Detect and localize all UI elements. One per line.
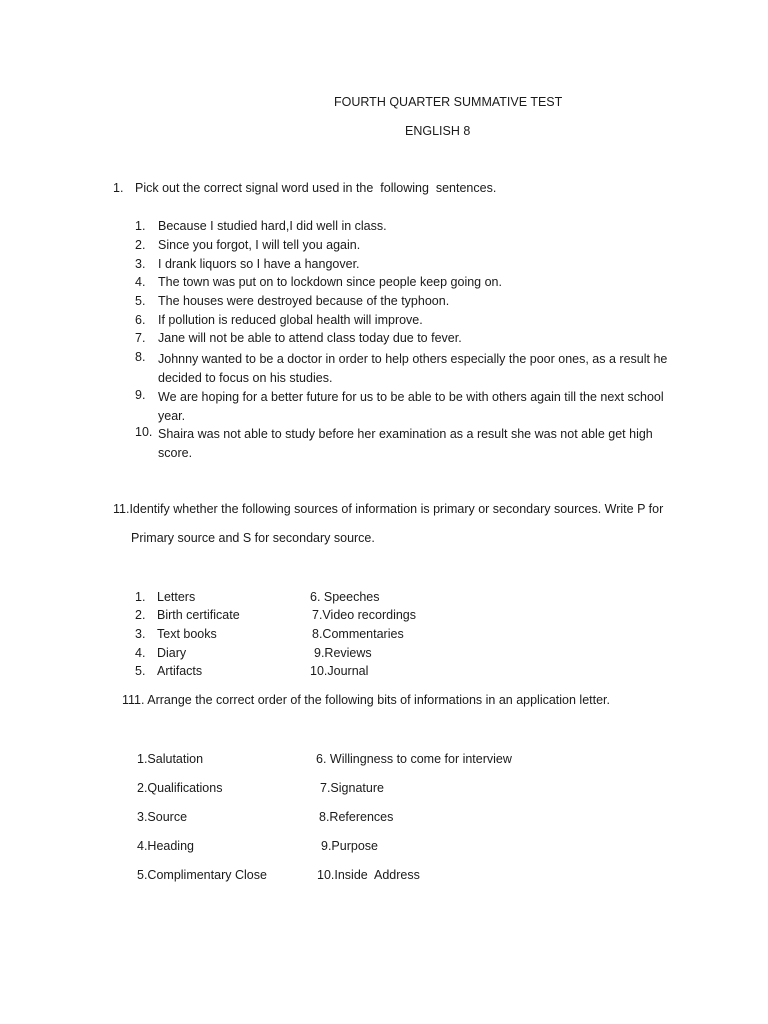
list-item-num: 2. — [135, 608, 146, 622]
list-item-num: 4. — [135, 275, 146, 289]
list-item-num: 8. — [135, 350, 146, 364]
list-item-num: 6. — [135, 313, 146, 327]
list-item-text: Diary — [157, 646, 187, 660]
list-item: 9.Reviews — [314, 646, 372, 660]
list-item: 10.Journal — [310, 664, 369, 678]
list-item: 2.Qualifications — [137, 781, 223, 795]
list-item-text: We are hoping for a better future for us to be able to be with others again till the next school year. — [158, 390, 664, 423]
list-item: 7.Video recordings — [312, 608, 417, 622]
list-item-num: 7. — [135, 331, 146, 345]
list-item-text: Artifacts — [157, 664, 203, 678]
list-item-text: Johnny wanted to be a doctor in order to help others especially the poor ones, as a result he decided to focus on his studies. — [158, 352, 668, 385]
list-item-text: If pollution is reduced global health will improve. — [158, 313, 423, 327]
list-item-text: Since you forgot, I will tell you again. — [158, 238, 361, 252]
list-item-num: 4. — [135, 646, 146, 660]
section3-instruction: 111. Arrange the correct order of the following bits of informations in an application letter. — [122, 693, 611, 707]
list-item: 6. Speeches — [310, 590, 380, 604]
list-item: 6. Willingness to come for interview — [316, 752, 512, 766]
list-item-num: 2. — [135, 238, 146, 252]
list-item: 10.Inside Address — [317, 868, 420, 882]
list-item: 7.Signature — [320, 781, 384, 795]
list-item-num: 1. — [135, 590, 146, 604]
list-item: 5.Complimentary Close — [137, 868, 267, 882]
section2-instruction-line1: 11.Identify whether the following sources of information is primary or secondary sources. Write P for — [113, 502, 664, 516]
list-item-num: 1. — [135, 219, 146, 233]
list-item: 4.Heading — [137, 839, 194, 853]
list-item: 1.Salutation — [137, 752, 204, 766]
list-item: 3.Source — [137, 810, 188, 824]
list-item-text: The town was put on to lockdown since people keep going on. — [158, 275, 502, 289]
section2-instruction-line2: Primary source and S for secondary source. — [131, 531, 375, 545]
test-title: FOURTH QUARTER SUMMATIVE TEST — [334, 95, 563, 109]
list-item-text: Jane will not be able to attend class today due to fever. — [158, 331, 462, 345]
list-item: 8.References — [319, 810, 394, 824]
list-item-num: 9. — [135, 388, 146, 402]
list-item-text: Birth certificate — [157, 608, 240, 622]
list-item-text: I drank liquors so I have a hangover. — [158, 257, 360, 271]
list-item-num: 10. — [135, 425, 153, 439]
list-item-text: Shaira was not able to study before her examination as a result she was not able get high score. — [158, 427, 653, 460]
list-item-num: 3. — [135, 257, 146, 271]
list-item-num: 5. — [135, 294, 146, 308]
section1-number: 1. — [113, 181, 124, 195]
list-item-text: Letters — [157, 590, 196, 604]
list-item-text: The houses were destroyed because of the typhoon. — [158, 294, 450, 308]
list-item-num: 5. — [135, 664, 146, 678]
section1-instruction: Pick out the correct signal word used in the following sentences. — [135, 181, 497, 195]
test-subject: ENGLISH 8 — [405, 124, 471, 138]
list-item: 8.Commentaries — [312, 627, 404, 641]
list-item: 9.Purpose — [321, 839, 378, 853]
list-item-text: Text books — [157, 627, 217, 641]
list-item-text: Because I studied hard,I did well in class. — [158, 219, 387, 233]
list-item-num: 3. — [135, 627, 146, 641]
